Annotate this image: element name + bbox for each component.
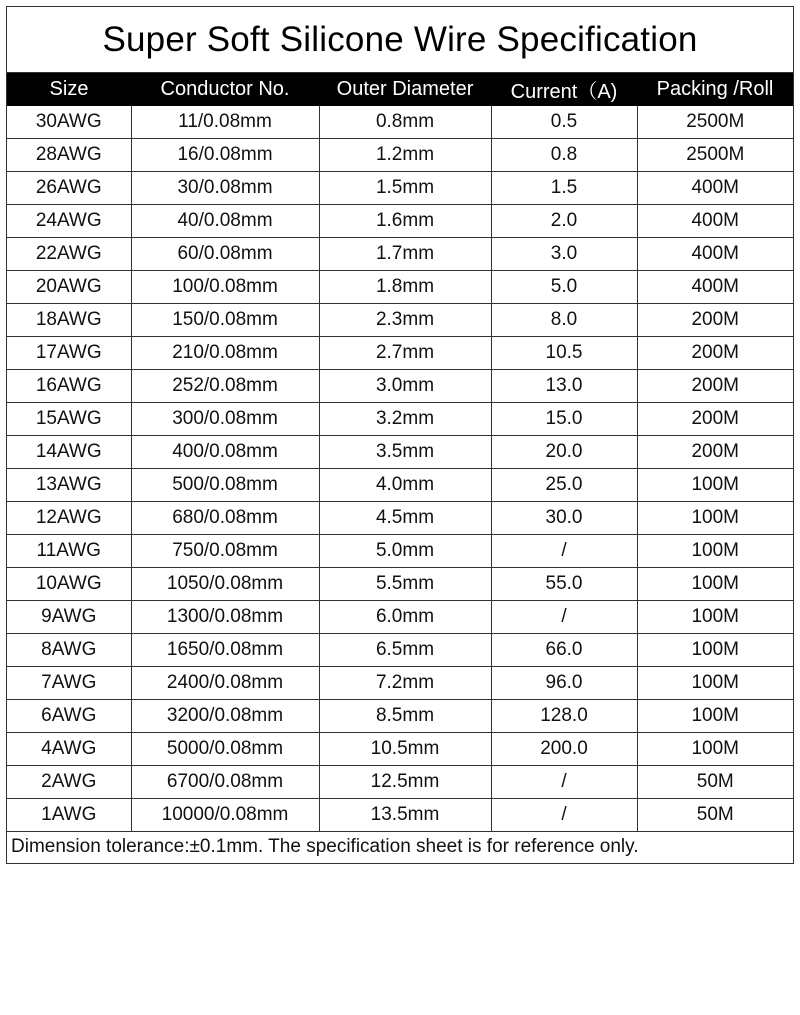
cell-outer-diameter: 0.8mm: [319, 106, 491, 139]
cell-conductor: 11/0.08mm: [131, 106, 319, 139]
cell-outer-diameter: 6.5mm: [319, 634, 491, 667]
cell-current: 5.0: [491, 271, 637, 304]
footnote: Dimension tolerance:±0.1mm. The specification sheet is for reference only.: [11, 836, 639, 857]
cell-size: 28AWG: [7, 139, 131, 172]
cell-packing: 100M: [637, 634, 793, 667]
cell-current: 13.0: [491, 370, 637, 403]
table-row: [7, 535, 793, 568]
cell-packing: 100M: [637, 733, 793, 766]
cell-outer-diameter: 4.5mm: [319, 502, 491, 535]
cell-conductor: 400/0.08mm: [131, 436, 319, 469]
cell-size: 26AWG: [7, 172, 131, 205]
table-row: [7, 106, 793, 139]
cell-packing: 100M: [637, 700, 793, 733]
cell-current: /: [491, 766, 637, 799]
cell-size: 8AWG: [7, 634, 131, 667]
cell-conductor: 1300/0.08mm: [131, 601, 319, 634]
table-row: [7, 502, 793, 535]
cell-size: 1AWG: [7, 799, 131, 832]
cell-packing: 200M: [637, 436, 793, 469]
cell-current: 66.0: [491, 634, 637, 667]
table-row: [7, 436, 793, 469]
cell-current: 0.5: [491, 106, 637, 139]
cell-packing: 200M: [637, 370, 793, 403]
cell-packing: 100M: [637, 667, 793, 700]
cell-current: /: [491, 535, 637, 568]
cell-current: 20.0: [491, 436, 637, 469]
table-row: [7, 304, 793, 337]
table-row: [7, 601, 793, 634]
cell-conductor: 150/0.08mm: [131, 304, 319, 337]
cell-current: 3.0: [491, 238, 637, 271]
cell-outer-diameter: 1.8mm: [319, 271, 491, 304]
cell-outer-diameter: 3.5mm: [319, 436, 491, 469]
cell-size: 2AWG: [7, 766, 131, 799]
table-row: [7, 337, 793, 370]
spec-sheet: [6, 6, 794, 864]
table-body: [7, 106, 793, 832]
table-row: [7, 139, 793, 172]
cell-conductor: 300/0.08mm: [131, 403, 319, 436]
cell-outer-diameter: 12.5mm: [319, 766, 491, 799]
table-row: [7, 370, 793, 403]
cell-size: 9AWG: [7, 601, 131, 634]
cell-conductor: 1050/0.08mm: [131, 568, 319, 601]
column-header-size: Size: [7, 73, 131, 106]
cell-current: 8.0: [491, 304, 637, 337]
cell-packing: 100M: [637, 601, 793, 634]
column-header-outer-diameter: Outer Diameter: [319, 73, 491, 106]
table-row: [7, 568, 793, 601]
cell-size: 10AWG: [7, 568, 131, 601]
cell-outer-diameter: 5.0mm: [319, 535, 491, 568]
cell-conductor: 252/0.08mm: [131, 370, 319, 403]
table-row: [7, 403, 793, 436]
table-row: [7, 469, 793, 502]
cell-outer-diameter: 1.5mm: [319, 172, 491, 205]
cell-size: 7AWG: [7, 667, 131, 700]
cell-conductor: 3200/0.08mm: [131, 700, 319, 733]
cell-size: 20AWG: [7, 271, 131, 304]
cell-size: 13AWG: [7, 469, 131, 502]
spec-table: [7, 73, 793, 832]
cell-packing: 50M: [637, 799, 793, 832]
cell-conductor: 210/0.08mm: [131, 337, 319, 370]
cell-conductor: 680/0.08mm: [131, 502, 319, 535]
cell-outer-diameter: 3.2mm: [319, 403, 491, 436]
cell-conductor: 750/0.08mm: [131, 535, 319, 568]
cell-outer-diameter: 1.6mm: [319, 205, 491, 238]
cell-outer-diameter: 7.2mm: [319, 667, 491, 700]
table-row: [7, 172, 793, 205]
cell-packing: 400M: [637, 205, 793, 238]
cell-outer-diameter: 2.3mm: [319, 304, 491, 337]
cell-outer-diameter: 5.5mm: [319, 568, 491, 601]
cell-conductor: 6700/0.08mm: [131, 766, 319, 799]
cell-size: 11AWG: [7, 535, 131, 568]
table-row: [7, 766, 793, 799]
cell-size: 16AWG: [7, 370, 131, 403]
cell-current: 96.0: [491, 667, 637, 700]
cell-packing: 2500M: [637, 139, 793, 172]
cell-outer-diameter: 10.5mm: [319, 733, 491, 766]
cell-outer-diameter: 6.0mm: [319, 601, 491, 634]
cell-packing: 100M: [637, 568, 793, 601]
cell-current: 200.0: [491, 733, 637, 766]
cell-size: 24AWG: [7, 205, 131, 238]
cell-packing: 200M: [637, 403, 793, 436]
cell-conductor: 2400/0.08mm: [131, 667, 319, 700]
cell-conductor: 16/0.08mm: [131, 139, 319, 172]
table-row: [7, 238, 793, 271]
cell-current: 55.0: [491, 568, 637, 601]
cell-size: 22AWG: [7, 238, 131, 271]
cell-size: 15AWG: [7, 403, 131, 436]
cell-conductor: 500/0.08mm: [131, 469, 319, 502]
cell-conductor: 40/0.08mm: [131, 205, 319, 238]
cell-packing: 400M: [637, 172, 793, 205]
cell-packing: 50M: [637, 766, 793, 799]
cell-size: 6AWG: [7, 700, 131, 733]
cell-conductor: 60/0.08mm: [131, 238, 319, 271]
cell-current: /: [491, 601, 637, 634]
cell-outer-diameter: 1.2mm: [319, 139, 491, 172]
cell-size: 14AWG: [7, 436, 131, 469]
column-header-conductor: Conductor No.: [131, 73, 319, 106]
cell-outer-diameter: 2.7mm: [319, 337, 491, 370]
cell-outer-diameter: 13.5mm: [319, 799, 491, 832]
cell-current: 30.0: [491, 502, 637, 535]
page-title: Super Soft Silicone Wire Specification: [7, 7, 793, 73]
table-row: [7, 271, 793, 304]
cell-current: 0.8: [491, 139, 637, 172]
table-row: [7, 634, 793, 667]
cell-size: 17AWG: [7, 337, 131, 370]
cell-size: 4AWG: [7, 733, 131, 766]
cell-outer-diameter: 3.0mm: [319, 370, 491, 403]
cell-outer-diameter: 8.5mm: [319, 700, 491, 733]
cell-size: 12AWG: [7, 502, 131, 535]
table-row: [7, 700, 793, 733]
column-header-current: Current（A): [491, 73, 637, 106]
cell-packing: 2500M: [637, 106, 793, 139]
cell-conductor: 30/0.08mm: [131, 172, 319, 205]
cell-outer-diameter: 4.0mm: [319, 469, 491, 502]
cell-current: 10.5: [491, 337, 637, 370]
cell-conductor: 100/0.08mm: [131, 271, 319, 304]
cell-packing: 400M: [637, 271, 793, 304]
cell-current: 25.0: [491, 469, 637, 502]
cell-packing: 100M: [637, 469, 793, 502]
cell-current: 1.5: [491, 172, 637, 205]
cell-current: 2.0: [491, 205, 637, 238]
cell-packing: 100M: [637, 502, 793, 535]
table-row: [7, 667, 793, 700]
cell-packing: 200M: [637, 337, 793, 370]
cell-packing: 100M: [637, 535, 793, 568]
table-row: [7, 205, 793, 238]
cell-size: 30AWG: [7, 106, 131, 139]
cell-conductor: 1650/0.08mm: [131, 634, 319, 667]
cell-outer-diameter: 1.7mm: [319, 238, 491, 271]
cell-packing: 400M: [637, 238, 793, 271]
cell-size: 18AWG: [7, 304, 131, 337]
cell-conductor: 10000/0.08mm: [131, 799, 319, 832]
table-row: [7, 733, 793, 766]
cell-current: /: [491, 799, 637, 832]
column-header-packing: Packing /Roll: [637, 73, 793, 106]
cell-current: 15.0: [491, 403, 637, 436]
cell-current: 128.0: [491, 700, 637, 733]
table-row: [7, 799, 793, 832]
cell-conductor: 5000/0.08mm: [131, 733, 319, 766]
header-row: [7, 73, 793, 106]
cell-packing: 200M: [637, 304, 793, 337]
